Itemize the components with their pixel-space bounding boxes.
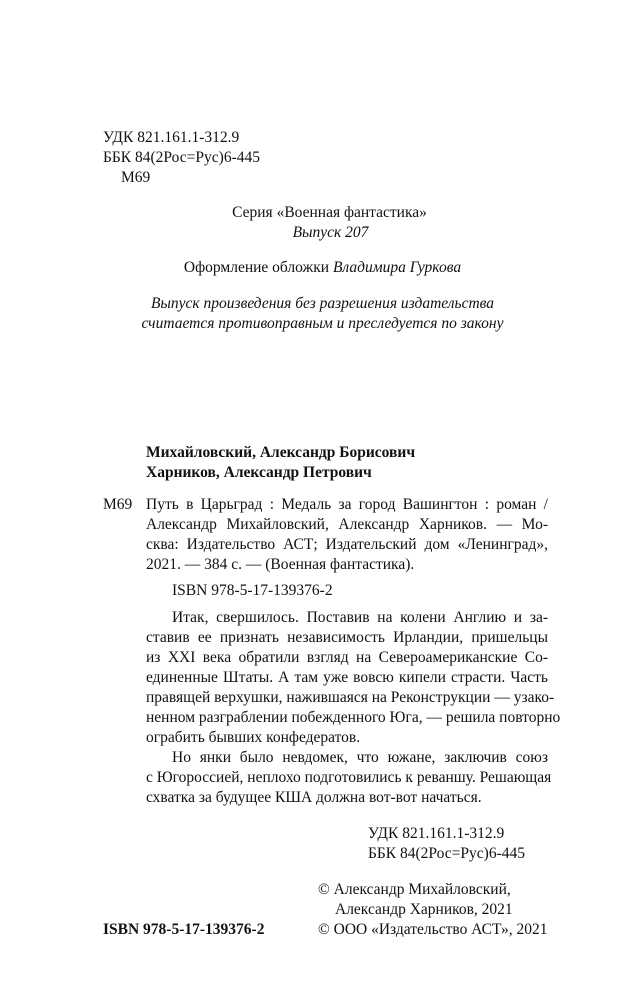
issue-number: Выпуск 207 <box>292 224 369 241</box>
annotation-p1-line-5: правящей верхушки, нажившаяся на Реконструкции — узако- <box>146 689 555 706</box>
bib-line-4: 2021. — 384 с. — (Военная фантастика). <box>146 556 415 573</box>
footer-isbn: ISBN 978-5-17-139376-2 <box>103 921 265 938</box>
bib-line-3: сква: Издательство АСТ; Издательский дом «Ленинград», <box>146 536 548 553</box>
copyright-line-3: © ООО «Издательство АСТ», 2021 <box>318 921 548 938</box>
bottom-udk-code: УДК 821.161.1-312.9 <box>368 825 505 842</box>
udk-code: УДК 821.161.1-312.9 <box>103 129 240 146</box>
cover-credit <box>0 258 619 278</box>
author-1: Михайловский, Александр Борисович <box>146 444 416 461</box>
annotation-p1-line-3: из XXI века обратили взгляд на Североамериканские Со- <box>146 649 548 666</box>
author-mark: М69 <box>121 169 151 186</box>
cover-credit-prefix: Оформление обложки <box>183 259 333 276</box>
bib-mark: М69 <box>103 496 133 513</box>
legal-notice-line-1: Выпуск произведения без разрешения издательства <box>150 295 495 312</box>
annotation-p1-line-1: Итак, свершилось. Поставив на колени Англию и за- <box>172 609 548 626</box>
annotation-p1-line-4: единенные Штаты. А там уже вовсю кипели страсти. Часть <box>146 669 548 686</box>
bib-line-1: Путь в Царьград : Медаль за город Вашингтон : роман / <box>146 496 548 513</box>
copyright-line-2: Александр Харников, 2021 <box>335 901 513 918</box>
copyright-line-1: © Александр Михайловский, <box>318 881 511 898</box>
annotation-p1-line-6: ненном разграблении побежденного Юга, — решила повторно <box>146 709 561 726</box>
bib-isbn: ISBN 978-5-17-139376-2 <box>172 582 333 599</box>
bbk-code: ББК 84(2Рос=Рус)6-445 <box>103 149 260 166</box>
series-line: Серия «Военная фантастика» <box>232 204 427 221</box>
annotation-p2-line-1: Но янки было невдомек, что южане, заключив союз <box>172 749 548 766</box>
author-2: Харников, Александр Петрович <box>146 464 372 481</box>
bottom-bbk-code: ББК 84(2Рос=Рус)6-445 <box>368 845 525 862</box>
bib-line-2: Александр Михайловский, Александр Харников. — Мо- <box>146 516 548 533</box>
legal-notice-line-2: считается противоправным и преследуется по закону <box>141 315 504 332</box>
annotation-p2-line-2: с Югороссией, неплохо подготовились к реваншу. Решающая <box>146 769 552 786</box>
annotation-p1-line-2: ставив ее признать независимость Ирландии, пришельцы <box>146 629 548 646</box>
cover-designer: Владимира Гуркова <box>332 259 462 276</box>
annotation-p1-line-7: ограбить бывших конфедератов. <box>146 729 361 746</box>
annotation-p2-line-3: схватка за будущее КША должна вот-вот начаться. <box>146 789 482 806</box>
